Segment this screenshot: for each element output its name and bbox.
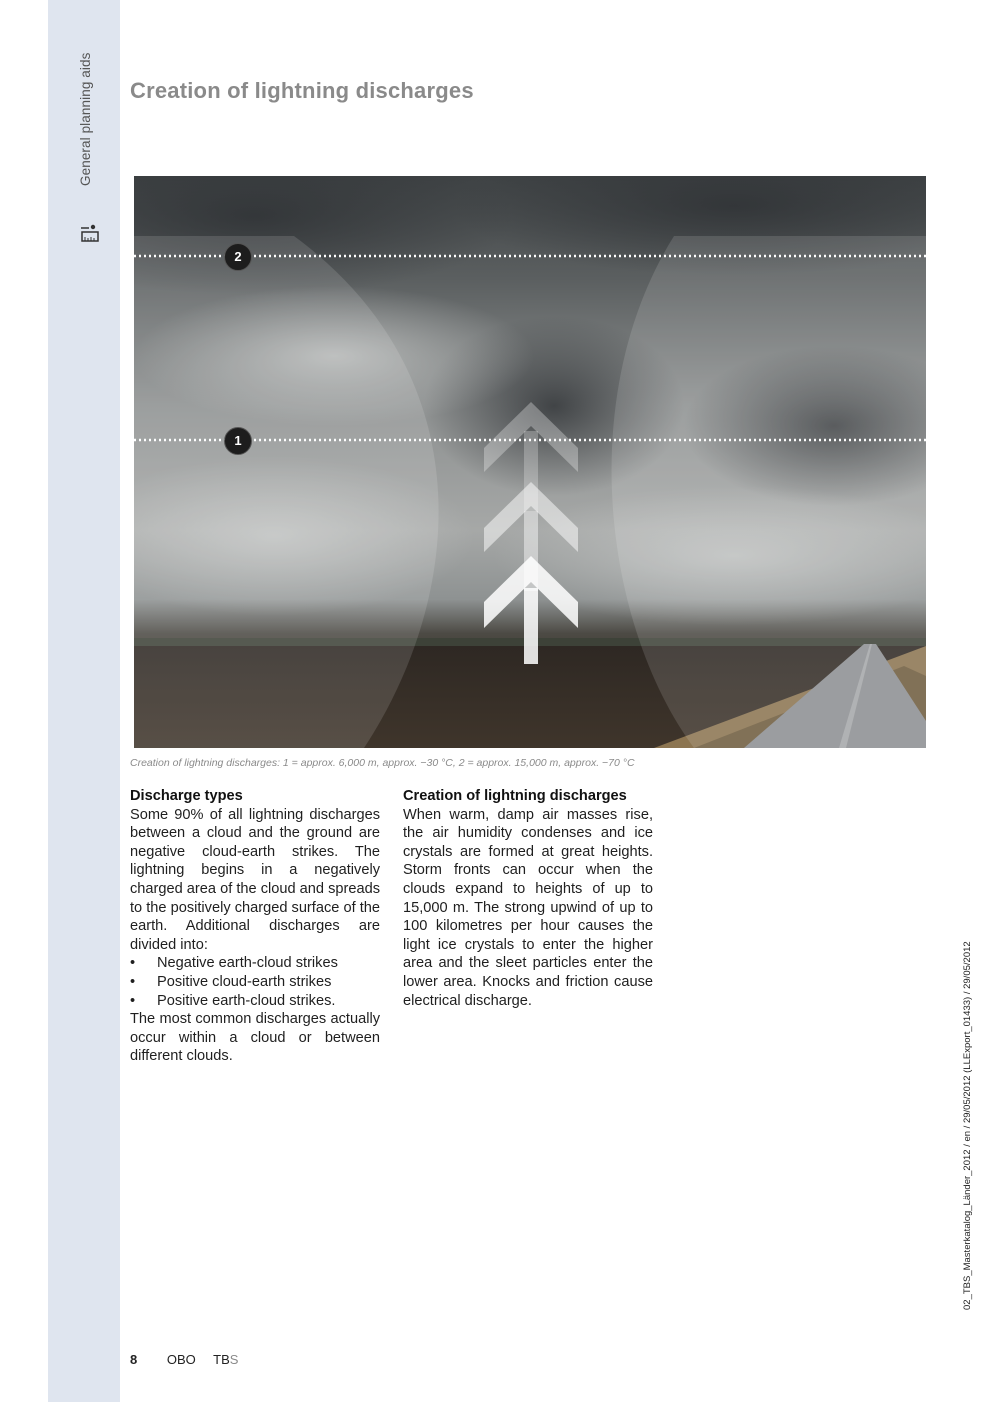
discharge-types-list (130, 954, 380, 1010)
storm-photo (134, 176, 926, 748)
discharge-types-closing: The most common discharges actually occur within a cloud or between different clouds. (130, 1011, 380, 1065)
page-footer (130, 1352, 238, 1367)
figure-caption: Creation of lightning discharges: 1 = approx. 6,000 m, approx. −30 °C, 2 = approx. 15,000 m, approx. −70 °C (130, 757, 635, 769)
creation-column (403, 787, 653, 1010)
creation-body: When warm, damp air masses rise, the air humidity condenses and ice crystals are formed at great heights. Storm fronts can occur when the clouds expand to heights of up to 15,000 m. The strong upwind of up to 100 kilometres per hour causes the light ice crystals to enter the higher area and the sleet particles enter the lower area. Knocks and friction cause electrical discharge. (403, 806, 653, 1009)
list-item: • Positive cloud-earth strikes (130, 973, 380, 992)
discharge-types-column (130, 787, 380, 1066)
print-code: 02_TBS_Masterkatalog_Länder_2012 / en / 29/05/2012 (LLExport_01433) / 29/05/2012 (962, 941, 973, 1310)
creation-heading: Creation of lightning discharges (403, 788, 627, 804)
discharge-types-intro: Some 90% of all lightning discharges between a cloud and the ground are negative cloud-earth strikes. The lightning begins in a negatively charged area of the cloud and spreads to the positively charged surface of the earth. Additional discharges are divided into: (130, 806, 380, 953)
list-item: • Negative earth-cloud strikes (130, 954, 380, 973)
product-name-suffix: S (229, 1352, 239, 1367)
discharge-types-heading: Discharge types (130, 788, 243, 804)
altitude-marker-2: 2 (224, 243, 252, 271)
planning-tools-icon (78, 222, 102, 246)
side-band (48, 0, 120, 1402)
altitude-marker-1: 1 (224, 427, 252, 455)
section-label: General planning aids (78, 52, 93, 186)
brand-name: OBO (166, 1352, 196, 1367)
list-item: • Positive earth-cloud strikes. (130, 992, 380, 1011)
page-number: 8 (130, 1352, 138, 1367)
page-title: Creation of lightning discharges (130, 78, 474, 103)
product-name-prefix: TB (213, 1352, 230, 1367)
